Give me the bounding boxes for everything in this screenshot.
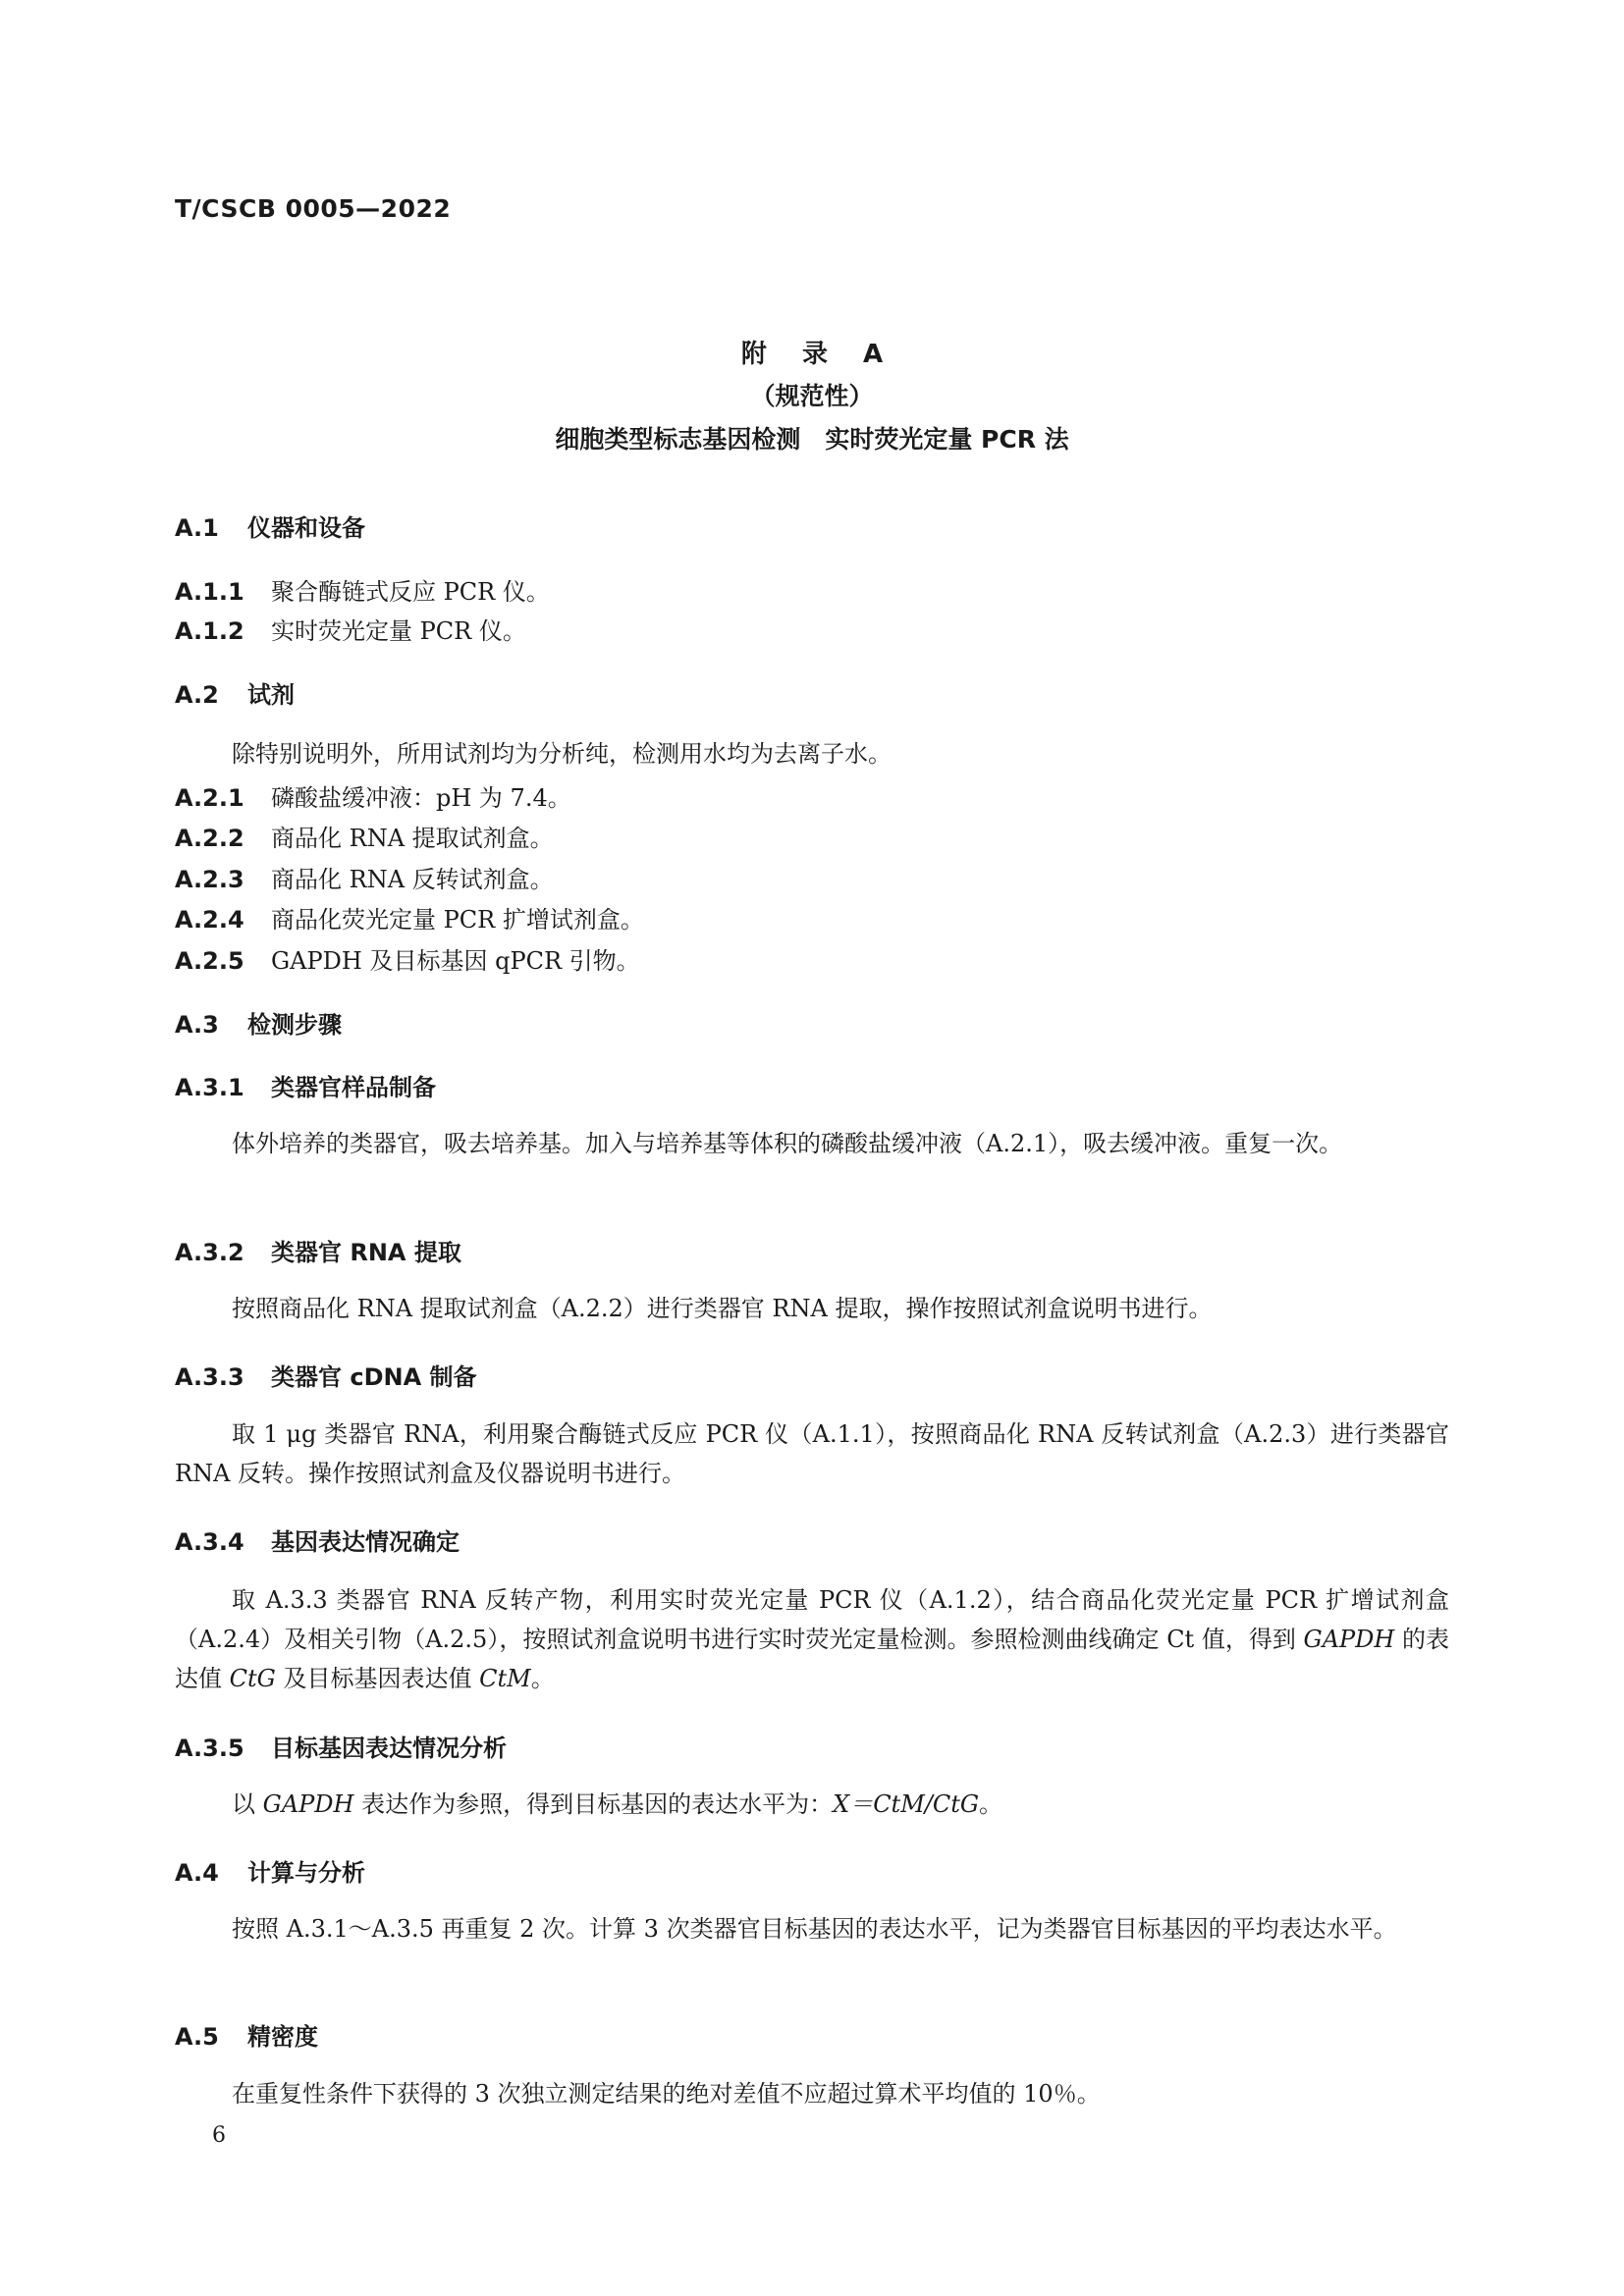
paragraph-text: 表达作为参照，得到目标基因的表达水平为： xyxy=(353,1790,834,1818)
section-title: 计算与分析 xyxy=(247,1859,365,1887)
item-number: A.1.2 xyxy=(175,617,244,645)
paragraph-a3-4 xyxy=(175,1580,1449,1698)
paragraph-text: 的表达值 xyxy=(175,1626,1449,1692)
section-title: 类器官 cDNA 制备 xyxy=(271,1363,477,1391)
variable-ctm: CtM xyxy=(479,1665,531,1692)
section-heading-a3-3 xyxy=(175,1358,477,1392)
paragraph-text: 。 xyxy=(979,1790,1003,1818)
section-number: A.3.1 xyxy=(175,1074,244,1101)
paragraph-a4: 按照 A.3.1～A.3.5 再重复 2 次。计算 3 次类器官目标基因的表达水平，记为类器官目标基因的平均表达水平。 xyxy=(232,1915,1397,1943)
item-text: 商品化 RNA 提取试剂盒。 xyxy=(271,825,554,852)
paragraph-text: 以 xyxy=(232,1790,263,1818)
section-number: A.1 xyxy=(175,514,219,542)
paragraph-a3-2: 按照商品化 RNA 提取试剂盒（A.2.2）进行类器官 RNA 提取，操作按照试剂盒说明书进行。 xyxy=(232,1295,1213,1322)
item-number: A.1.1 xyxy=(175,578,244,606)
item-a1-1 xyxy=(175,572,550,607)
item-text: 实时荧光定量 PCR 仪。 xyxy=(271,617,526,645)
section-heading-a5 xyxy=(175,2017,318,2052)
page-number: 6 xyxy=(212,2123,226,2148)
section-number: A.5 xyxy=(175,2023,219,2051)
annex-title-letter: A xyxy=(862,340,884,369)
section-heading-a4 xyxy=(175,1853,365,1888)
section-number: A.2 xyxy=(175,681,219,709)
section-title: 基因表达情况确定 xyxy=(271,1528,460,1556)
paragraph-text: 。 xyxy=(530,1665,555,1692)
section-title: 试剂 xyxy=(247,681,295,709)
annex-title-word: 附 xyxy=(740,340,767,369)
item-text: 磷酸盐缓冲液：pH 为 7.4。 xyxy=(271,784,571,812)
section-title: 类器官样品制备 xyxy=(271,1074,436,1101)
section-title: 检测步骤 xyxy=(247,1011,342,1039)
gene-name: GAPDH xyxy=(1303,1626,1395,1653)
item-a2-2 xyxy=(175,819,554,853)
annex-type: （规范性） xyxy=(750,382,874,410)
paragraph-a2-intro: 除特别说明外，所用试剂均为分析纯，检测用水均为去离子水。 xyxy=(232,740,892,768)
paragraph-a3-3: 取 1 μg 类器官 RNA，利用聚合酶链式反应 PCR 仪（A.1.1），按照商品化 RNA 反转试剂盒（A.2.3）进行类器官 RNA 反转。操作按照试剂盒及仪器说明书进行。 xyxy=(175,1420,1449,1487)
section-number: A.3.5 xyxy=(175,1735,244,1762)
section-number: A.3.3 xyxy=(175,1363,244,1391)
item-a2-3 xyxy=(175,860,554,894)
section-title: 仪器和设备 xyxy=(247,514,365,542)
paragraph-a3-1: 体外培养的类器官，吸去培养基。加入与培养基等体积的磷酸盐缓冲液（A.2.1），吸去缓冲液。重复一次。 xyxy=(232,1130,1343,1157)
item-a2-5 xyxy=(175,941,640,976)
section-heading-a3-4 xyxy=(175,1522,460,1557)
section-number: A.4 xyxy=(175,1859,219,1887)
section-heading-a3 xyxy=(175,1005,342,1040)
item-text: 商品化荧光定量 PCR 扩增试剂盒。 xyxy=(271,906,644,934)
section-heading-a2 xyxy=(175,675,295,710)
item-number: A.2.1 xyxy=(175,784,244,812)
item-number: A.2.5 xyxy=(175,947,244,975)
annex-name: 细胞类型标志基因检测 实时荧光定量 PCR 法 xyxy=(555,425,1069,454)
section-heading-a3-1 xyxy=(175,1068,436,1102)
paragraph-a3-5 xyxy=(175,1785,1449,1824)
formula: X＝CtM/CtG xyxy=(833,1790,980,1818)
item-text: 聚合酶链式反应 PCR 仪。 xyxy=(271,578,550,606)
item-text: 商品化 RNA 反转试剂盒。 xyxy=(271,866,554,893)
section-title: 目标基因表达情况分析 xyxy=(271,1735,507,1762)
item-a1-2 xyxy=(175,612,526,646)
annex-title-word: 录 xyxy=(801,340,828,369)
item-number: A.2.3 xyxy=(175,866,244,893)
section-number: A.3.2 xyxy=(175,1239,244,1266)
item-text: GAPDH 及目标基因 qPCR 引物。 xyxy=(271,947,640,975)
document-code: T/CSCB 0005—2022 xyxy=(175,194,452,223)
paragraph-text: 及目标基因表达值 xyxy=(275,1665,480,1692)
section-heading-a3-2 xyxy=(175,1233,461,1267)
section-heading-a1 xyxy=(175,508,365,543)
item-number: A.2.2 xyxy=(175,825,244,852)
section-title: 类器官 RNA 提取 xyxy=(271,1239,461,1266)
paragraph-text: 取 A.3.3 类器官 RNA 反转产物，利用实时荧光定量 PCR 仪（A.1.2），结合商品化荧光定量 PCR 扩增试剂盒（A.2.4）及相关引物（A.2.5），按照试剂盒说明书进行实时荧光定量检测。参照检测曲线确定 Ct 值，得到 xyxy=(175,1586,1449,1653)
variable-ctg: CtG xyxy=(229,1665,276,1692)
item-a2-4 xyxy=(175,900,644,934)
section-number: A.3.4 xyxy=(175,1528,244,1556)
section-number: A.3 xyxy=(175,1011,219,1039)
annex-title xyxy=(0,334,1624,370)
section-title: 精密度 xyxy=(247,2023,318,2051)
item-number: A.2.4 xyxy=(175,906,244,934)
gene-name: GAPDH xyxy=(262,1790,354,1818)
item-a2-1 xyxy=(175,778,571,813)
section-heading-a3-5 xyxy=(175,1729,507,1763)
paragraph-a5: 在重复性条件下获得的 3 次独立测定结果的绝对差值不应超过算术平均值的 10％。 xyxy=(232,2080,1101,2108)
